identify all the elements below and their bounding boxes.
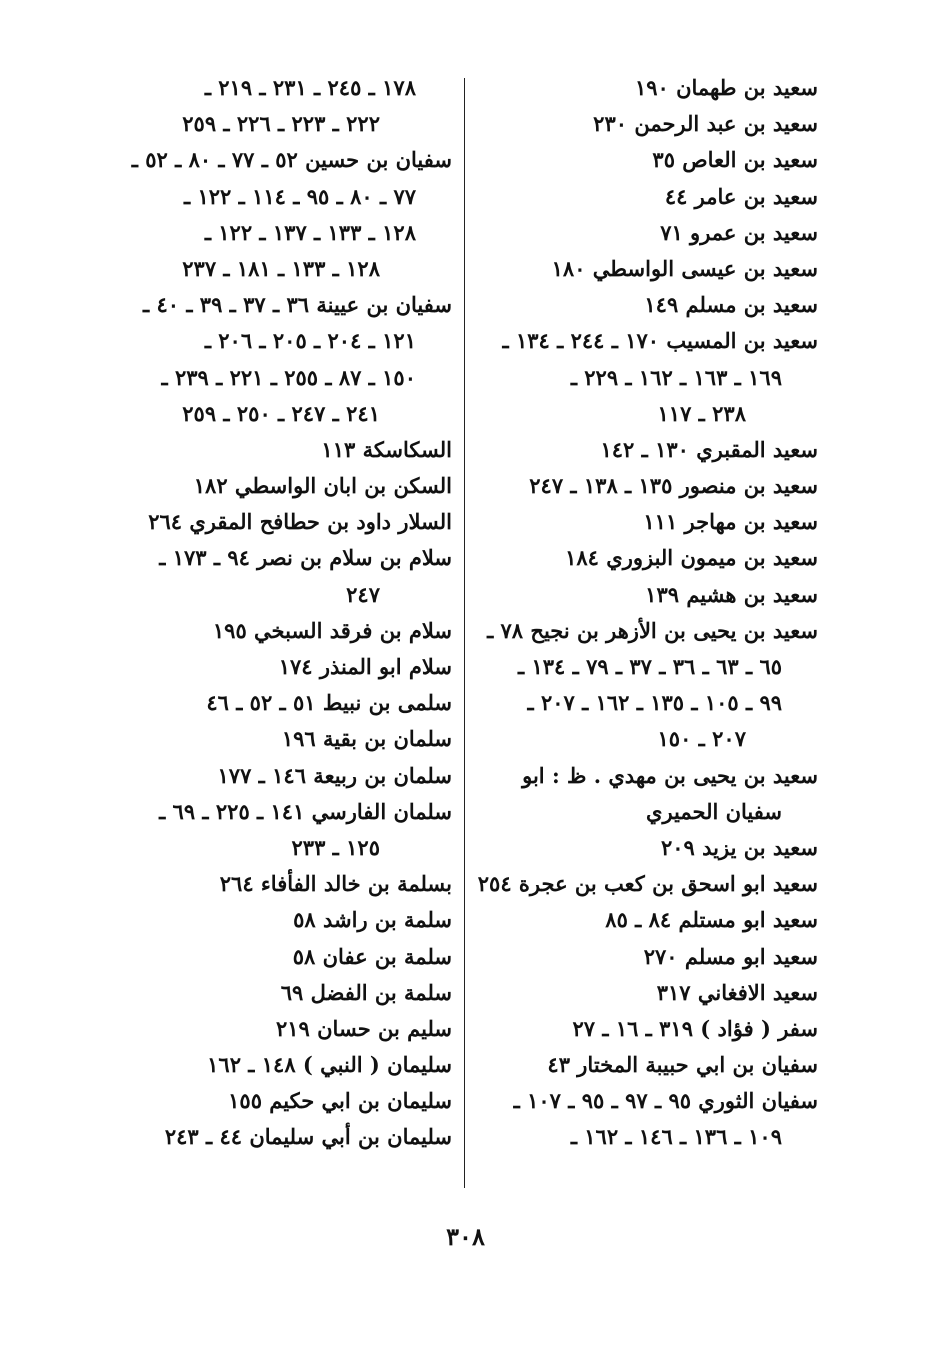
index-entry-continuation: ١٦٩ ـ ١٦٣ ـ ١٦٢ ـ ٢٢٩ ـ (570, 364, 782, 390)
index-entry: سعيد بن يزيد ٢٠٩ (661, 834, 818, 860)
index-entry-continuation: ٢٠٧ ـ ١٥٠ (657, 726, 746, 752)
index-entry: سعيد بن منصور ١٣٥ ـ ١٣٨ ـ ٢٤٧ (529, 473, 818, 499)
index-entry: سعيد بن طهمان ١٩٠ (634, 75, 818, 100)
index-entry: سعيد بن هشيم ١٣٩ (645, 581, 818, 607)
index-entry: سلمى بن نبيط ٥١ ـ ٥٢ ـ ٤٦ (206, 690, 452, 716)
index-entry: سعيد ابو اسحق بن كعب بن عجرة ٢٥٤ (477, 871, 818, 897)
index-entry: سعيد ابو مسلم ٢٧٠ (643, 943, 818, 969)
index-entry-continuation: ٢٤١ ـ ٢٤٧ ـ ٢٥٠ ـ ٢٥٩ (182, 400, 380, 426)
index-entry-continuation: ١٢١ ـ ٢٠٤ ـ ٢٠٥ ـ ٢٠٦ ـ (204, 328, 416, 354)
index-entry: سفر ( فؤاد ) ٣١٩ ـ ١٦ ـ ٢٧ (572, 1015, 818, 1041)
index-entry: سعيد بن يحيى بن مهدي . ظ : ابو (522, 762, 818, 788)
index-column-left (112, 70, 452, 1156)
index-entry: سعيد ابو مستلم ٨٤ ـ ٨٥ (605, 907, 818, 933)
index-entry: سعيد بن عيسى الواسطي ١٨٠ (551, 255, 818, 281)
index-entry-continuation: ٦٥ ـ ٦٣ ـ ٣٦ ـ ٣٧ ـ ٧٩ ـ ١٣٤ ـ (517, 654, 782, 679)
index-entry-continuation: ١٥٠ ـ ٨٧ ـ ٢٥٥ ـ ٢٢١ ـ ٢٣٩ ـ (161, 364, 416, 390)
index-entry: سعيد الافغاني ٣١٧ (656, 979, 818, 1005)
index-entry: سعيد بن العاص ٣٥ (652, 147, 818, 173)
index-entry: سليمان ( النبي ) ١٤٨ ـ ١٦٢ (207, 1052, 452, 1078)
index-entry: سلمان الفارسي ١٤١ ـ ٢٢٥ ـ ٦٩ ـ (159, 798, 452, 824)
index-entry: سعيد بن ميمون البزوري ١٨٤ (565, 545, 818, 571)
index-entry: سلمان بن ربيعة ١٤٦ ـ ١٧٧ (217, 762, 452, 788)
index-entry: سلمة بن راشد ٥٨ (293, 907, 452, 933)
index-entry-continuation: ٢٤٧ (346, 581, 380, 607)
index-entry: سليمان بن ابي حكيم ١٥٥ (228, 1088, 452, 1114)
index-entry-continuation: ٢٣٨ ـ ١١٧ (657, 400, 746, 426)
index-entry: سفيان الثوري ٩٥ ـ ٩٧ ـ ٩٥ ـ ١٠٧ ـ (513, 1088, 818, 1114)
index-entry-continuation: ١٢٥ ـ ٢٣٣ (291, 834, 380, 860)
index-entry-continuation: سفيان الحميري (646, 798, 782, 824)
index-entry: سلمة بن الفضل ٦٩ (280, 979, 452, 1005)
index-entry: سلمان بن بقية ١٩٦ (281, 726, 452, 752)
index-entry-continuation: ٩٩ ـ ١٠٥ ـ ١٣٥ ـ ١٦٢ ـ ٢٠٧ ـ (527, 690, 782, 716)
index-entry: السكاسكة ١١٣ (321, 436, 452, 462)
index-column-right (478, 70, 818, 1156)
index-entry: السكن بن ابان الواسطي ١٨٢ (193, 473, 452, 499)
index-entry: سعيد المقبري ١٣٠ ـ ١٤٢ (600, 436, 818, 462)
index-entry-continuation: ١٢٨ ـ ١٣٣ ـ ١٨١ ـ ٢٣٧ (182, 255, 380, 281)
index-entry-continuation: ٧٧ ـ ٨٠ ـ ٩٥ ـ ١١٤ ـ ١٢٢ ـ (184, 183, 416, 209)
index-entry-continuation: ١٧٨ ـ ٢٤٥ ـ ٢٣١ ـ ٢١٩ ـ (204, 75, 416, 100)
index-entry: سعيد بن المسيب ١٧٠ ـ ٢٤٤ ـ ١٣٤ ـ (502, 328, 818, 354)
index-entry: سفيان بن عيينة ٣٦ ـ ٣٧ ـ ٣٩ ـ ٤٠ ـ (142, 292, 452, 318)
index-entry: سعيد بن عامر ٤٤ (664, 183, 818, 209)
index-entry: سعيد بن عبد الرحمن ٢٣٠ (593, 111, 818, 137)
index-entry: سعيد بن مسلم ١٤٩ (644, 292, 818, 318)
index-entry: بسلمة بن خالد الفأفاء ٢٦٤ (219, 871, 452, 897)
index-entry: سعيد بن يحيى بن الأزهر بن نجيح ٧٨ ـ (487, 617, 818, 643)
index-entry: سليمان بن أبي سليمان ٤٤ ـ ٢٤٣ (164, 1124, 452, 1150)
index-entry: سفيان بن حسين ٥٢ ـ ٧٧ ـ ٨٠ ـ ٥٢ ـ (131, 147, 452, 173)
index-entry: سلام بن فرقد السبخي ١٩٥ (212, 617, 452, 643)
index-entry: سليم بن حسان ٢١٩ (275, 1015, 452, 1041)
column-divider (464, 78, 465, 1188)
index-entry-continuation: ٢٢٢ ـ ٢٢٣ ـ ٢٢٦ ـ ٢٥٩ (182, 111, 380, 137)
index-entry: سعيد بن مهاجر ١١١ (643, 509, 818, 535)
index-entry: سلام بن سلام بن نصر ٩٤ ـ ١٧٣ ـ (159, 545, 452, 571)
index-entry-continuation: ١٠٩ ـ ١٣٦ ـ ١٤٦ ـ ١٦٢ ـ (570, 1124, 782, 1150)
index-entry-continuation: ١٢٨ ـ ١٣٣ ـ ١٣٧ ـ ١٢٢ ـ (204, 219, 416, 245)
page-number: ٣٠٨ (446, 1222, 485, 1251)
index-entry: السلار داود بن حطافح المقري ٢٦٤ (148, 509, 452, 535)
index-entry: سفيان بن ابي حبيبة المختار ٤٣ (547, 1052, 818, 1078)
index-entry: سلام ابو المنذر ١٧٤ (278, 654, 452, 679)
index-entry: سلمة بن عفان ٥٨ (292, 943, 452, 969)
index-entry: سعيد بن عمرو ٧١ (660, 219, 818, 245)
